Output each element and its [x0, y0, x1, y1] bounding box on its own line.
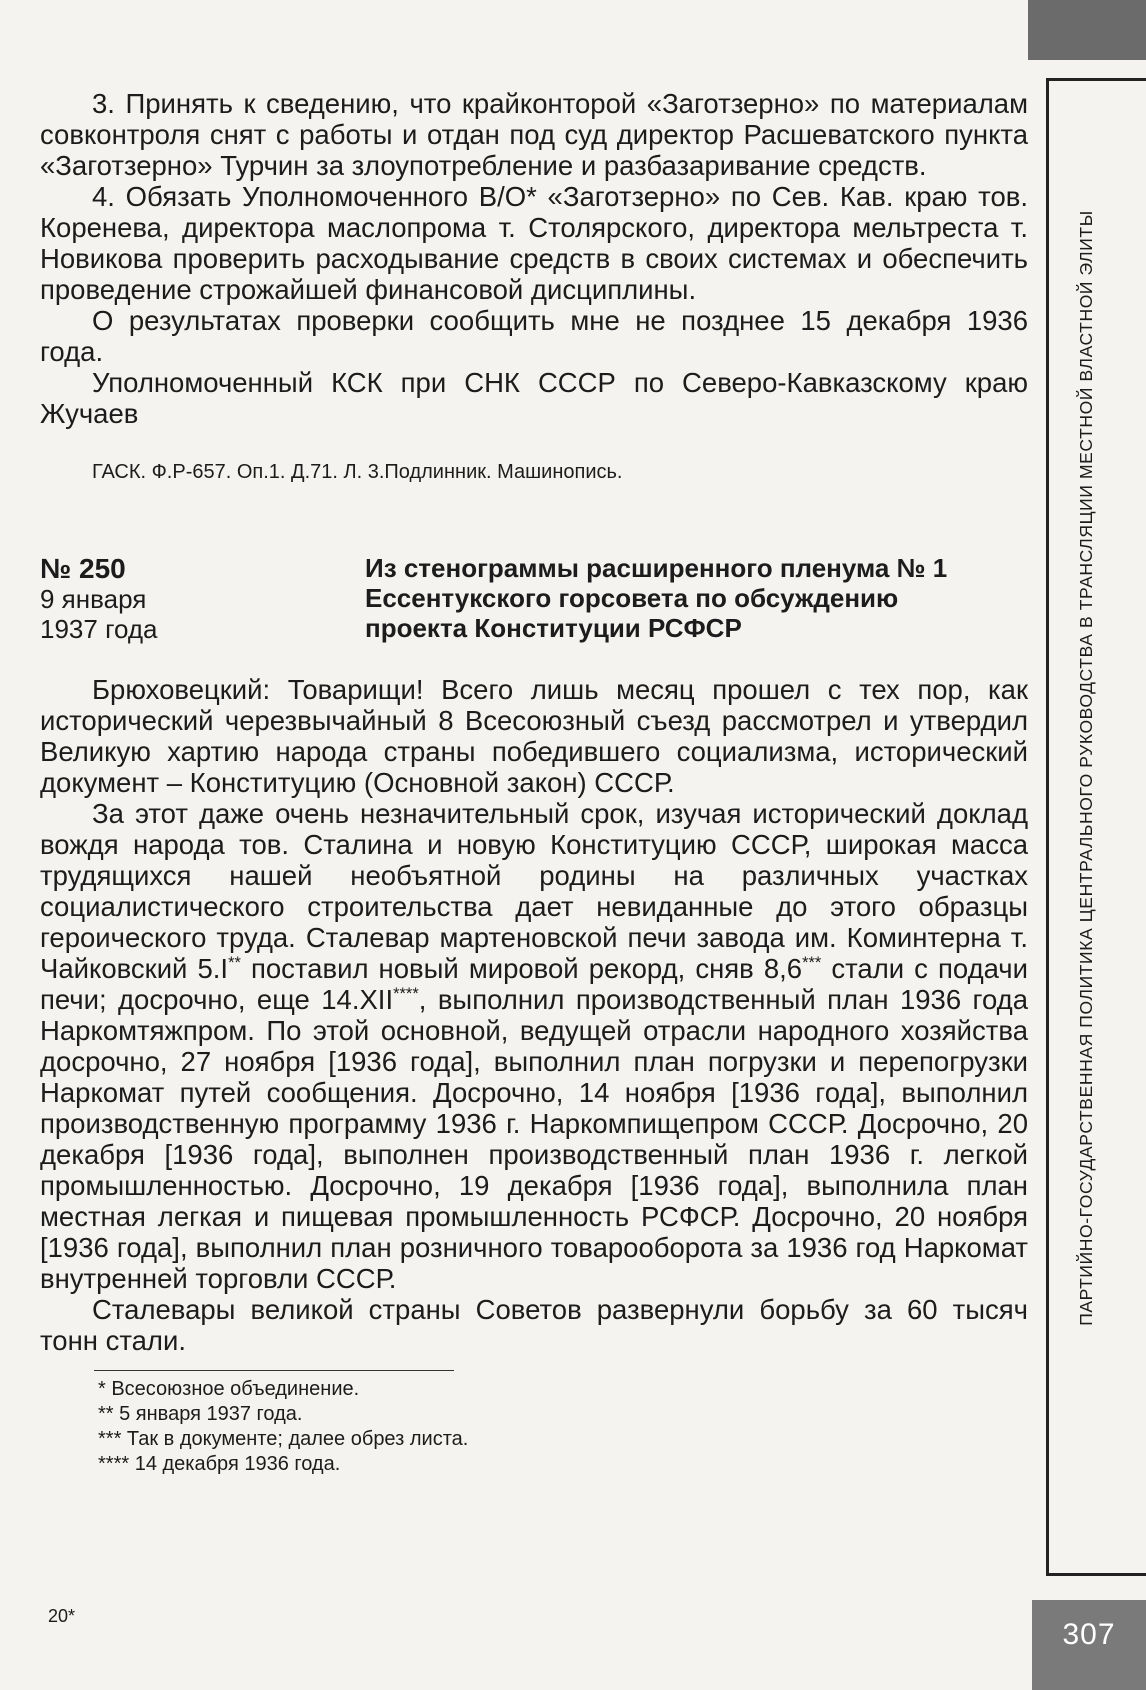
paragraph-2-part-a: За этот даже очень незначительный срок, изучая исторический доклад вождя народа тов. Сталина и новую Конституцию СССР, широкая масса трудящихся нашей необъятной родины на различных участках социалистического строительства дает невиданные до этого образцы героического труда. Сталевар мартеновской печи завода им. Коминтерна т. Чайковский 5.I — [40, 798, 1028, 984]
document-paragraph-1: Брюховецкий: Товарищи! Всего лишь месяц прошел с тех пор, как исторический черезвычайный 8 Всесоюзный съезд рассмотрел и утвердил Великую хартию народа страны победившего социализма, исторический документ – Конституцию (Основной закон) СССР. — [40, 674, 1028, 798]
corner-tab — [1028, 0, 1146, 60]
footnote-ref-2: ** — [228, 953, 241, 972]
document-paragraph-3: Сталевары великой страны Советов развернули борьбу за 60 тысяч тонн стали. — [40, 1294, 1028, 1356]
running-header: ПАРТИЙНО-ГОСУДАРСТВЕННАЯ ПОЛИТИКА ЦЕНТРАЛЬНОГО РУКОВОДСТВА В ТРАНСЛЯЦИИ МЕСТНОЙ ВЛАСТНОЙ ЭЛИТЫ — [1076, 210, 1096, 1326]
paragraph-2-part-c: стали с подачи печи; досрочно, еще 14.XII — [40, 953, 1028, 1015]
footnotes — [40, 1377, 1028, 1477]
document-date-line1: 9 января — [40, 584, 147, 614]
paragraph-2-part-d: , выполнил производственный план 1936 года Наркомтяжпром. По этой основной, ведущей отрасли народного хозяйства досрочно, 27 ноября [1936 года], выполнил план погрузки и перепогрузки Наркомат путей сообщения. Досрочно, 14 ноября [1936 года], выполнил производственную программу 1936 г. Наркомпищепром СССР. Досрочно, 20 декабря [1936 года], выполнен производственный план 1936 г. легкой промышленностью. Досрочно, 19 декабря [1936 года], выполнила план местная легкая и пищевая промышленность РСФСР. Досрочно, 20 ноября [1936 года], выполнил план розничного товарооборота за 1936 год Наркомат внутренней торговли СССР. — [40, 984, 1028, 1294]
footnote-1: * Всесоюзное объединение. — [98, 1378, 360, 1400]
document-paragraph-2 — [40, 798, 1028, 1294]
paragraph-2-part-b: поставил новый мировой рекорд, сняв 8,6 — [240, 953, 803, 984]
page-number: 307 — [1062, 1618, 1116, 1651]
prev-paragraph-3: 3. Принять к сведению, что крайконторой «Заготзерно» по материалам совконтроля снят с работы и отдан под суд директор Расшеватского пункта «Заготзерно» Турчин за злоупотребление и разбазаривание средств. — [40, 88, 1028, 181]
footnote-4: **** 14 декабря 1936 года. — [98, 1453, 341, 1475]
footnote-ref-3: *** — [802, 953, 822, 972]
document-title: Из стенограммы расширенного пленума № 1 Ессентукского горсовета по обсуждению проекта Конституции РСФСР — [365, 553, 948, 643]
prev-signature: Уполномоченный КСК при СНК СССР по Северо-Кавказскому краю Жучаев — [40, 367, 1028, 429]
footnote-ref-4: **** — [393, 984, 419, 1003]
footnote-2: ** 5 января 1937 года. — [98, 1403, 303, 1425]
footnote-3: *** Так в документе; далее обрез листа. — [98, 1428, 469, 1450]
document-meta — [40, 553, 365, 644]
prev-paragraph-4: 4. Обязать Уполномоченного В/О* «Заготзерно» по Сев. Кав. краю тов. Коренева, директора маслопрома т. Столярского, директора мельтреста т. Новикова проверить расходывание средств в своих системах и обеспечить проведение строжайшей финансовой дисциплины. — [40, 181, 1028, 305]
prev-paragraph-report: О результатах проверки сообщить мне не позднее 15 декабря 1936 года. — [40, 305, 1028, 367]
archive-source: ГАСК. Ф.Р-657. Оп.1. Д.71. Л. 3.Подлинник. Машинопись. — [92, 461, 623, 483]
signature-mark: 20* — [48, 1606, 76, 1626]
document-heading — [40, 553, 1028, 644]
document-date-line2: 1937 года — [40, 614, 158, 644]
document-number: № 250 — [40, 553, 126, 584]
page-body — [40, 88, 1028, 1477]
footnote-divider — [94, 1370, 454, 1371]
